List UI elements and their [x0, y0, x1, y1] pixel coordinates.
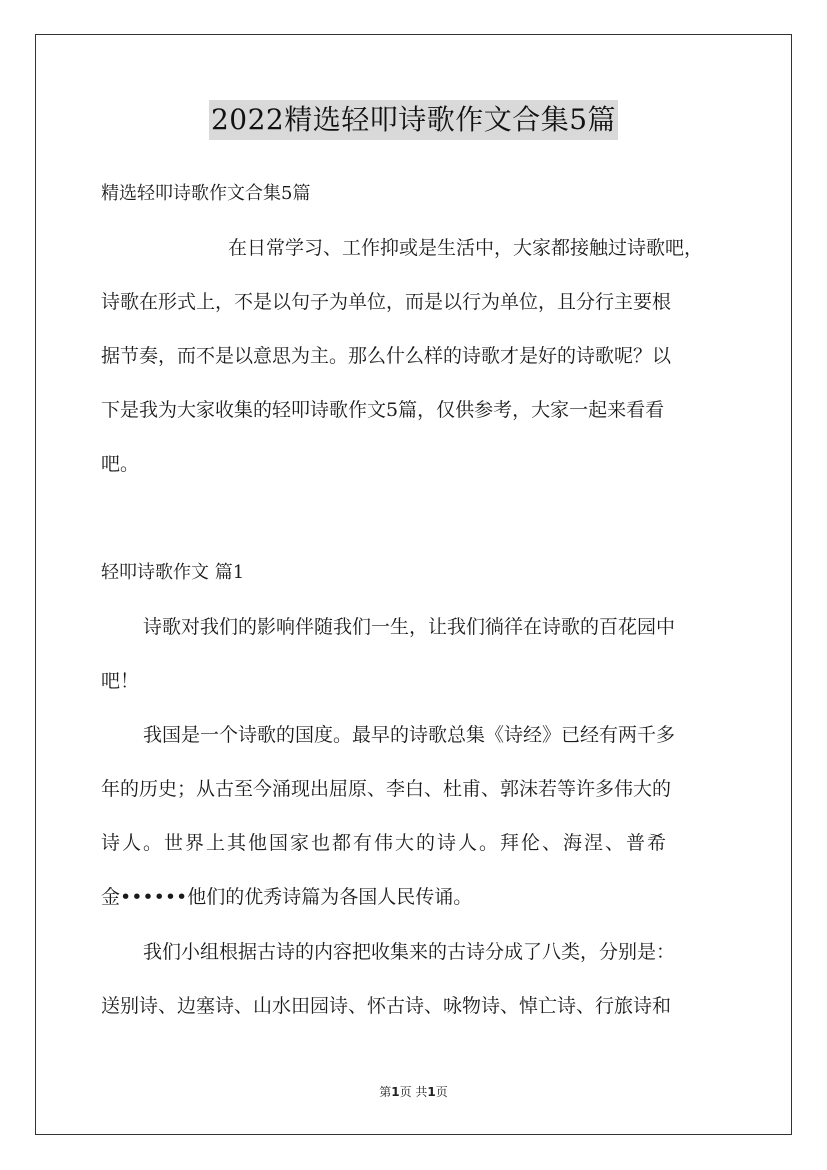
document-subtitle: 精选轻叩诗歌作文合集5篇	[101, 183, 311, 204]
paragraph-line: 我们小组根据古诗的内容把收集来的古诗分成了八类，分别是：	[143, 941, 676, 963]
intro-line-2: 诗歌在形式上，不是以句子为单位，而是以行为单位，且分行主要根	[101, 291, 672, 313]
page-footer	[0, 1084, 827, 1100]
document-title: 2022精选轻叩诗歌作文合集5篇	[209, 100, 618, 140]
footer-page-number: 1	[391, 1085, 400, 1099]
title-container	[0, 100, 827, 140]
paragraph-line: 吧！	[101, 670, 140, 692]
intro-line-3: 据节奏，而不是以意思为主。那么什么样的诗歌才是好的诗歌呢？以	[101, 345, 672, 367]
footer-page-mid: 页 共	[399, 1085, 428, 1099]
paragraph-line: 诗歌对我们的影响伴随我们一生，让我们徜徉在诗歌的百花园中	[143, 616, 676, 638]
paragraph-line: 诗人。世界上其他国家也都有伟大的诗人。拜伦、海涅、普希	[101, 832, 669, 854]
footer-page-prefix: 第	[379, 1085, 392, 1099]
paragraph-line: 金••••••他们的优秀诗篇为各国人民传诵。	[101, 886, 473, 908]
footer-page-suffix: 页	[435, 1085, 448, 1099]
intro-line-4: 下是我为大家收集的轻叩诗歌作文5篇，仅供参考，大家一起来看看	[101, 399, 665, 421]
section-heading: 轻叩诗歌作文 篇1	[101, 562, 245, 583]
paragraph-line: 送别诗、边塞诗、山水田园诗、怀古诗、咏物诗、悼亡诗、行旅诗和	[101, 995, 672, 1017]
footer-total-pages: 1	[427, 1085, 436, 1099]
intro-line-5: 吧。	[101, 453, 140, 475]
intro-line-1: 在日常学习、工作抑或是生活中，大家都接触过诗歌吧，	[228, 237, 704, 259]
paragraph-line: 我国是一个诗歌的国度。最早的诗歌总集《诗经》已经有两千多	[143, 724, 676, 746]
paragraph-line: 年的历史；从古至今涌现出屈原、李白、杜甫、郭沫若等许多伟大的	[101, 778, 672, 800]
